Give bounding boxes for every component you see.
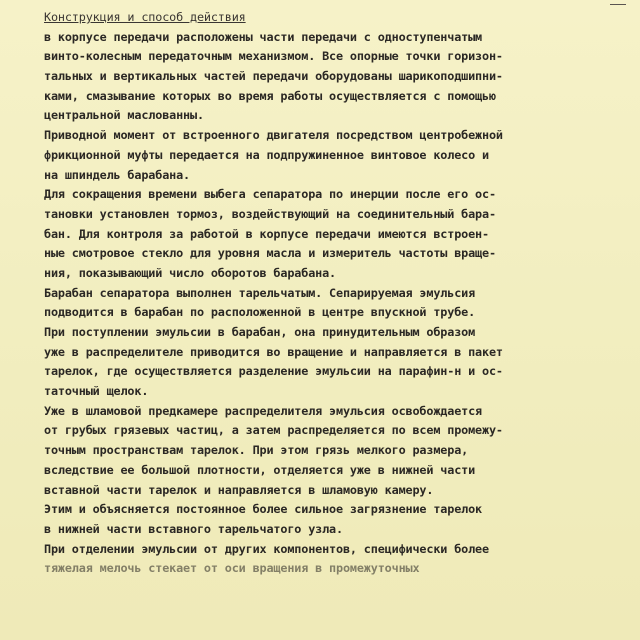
text-line: винто-колесным передаточным механизмом. Все опорные точки горизон- (44, 49, 503, 64)
text-line: тарелок, где осуществляется разделение эмульсии на парафин-н и ос- (44, 364, 503, 379)
text-line: фрикционной муфты передается на подпружиненное винтовое колесо и (44, 147, 489, 162)
text-line: Приводной момент от встроенного двигателя посредством центробежной (44, 128, 503, 143)
text-line: вследствие ее большой плотности, отделяется уже в нижней части (44, 462, 476, 477)
text-line: на шпиндель барабана. (44, 167, 190, 182)
text-line: точным пространствам тарелок. При этом грязь мелкого размера, (44, 443, 469, 458)
text-line: Барабан сепаратора выполнен тарельчатым. Сепарируемая эмульсия (44, 285, 476, 300)
text-line: в нижней части вставного тарельчатого узла. (44, 521, 343, 536)
section-heading: Конструкция и способ действия (44, 10, 246, 24)
text-line: подводится в барабан по расположенной в центре впускной трубе. (44, 305, 476, 320)
text-line: При поступлении эмульсии в барабан, она принудительным образом (44, 325, 476, 339)
text-line: При отделении эмульсии от других компонентов, специфически более (44, 541, 489, 556)
text-line: уже в распределителе приводится во вращение и направляется в пакет (44, 344, 503, 359)
text-line: тальных и вертикальных частей передачи оборудованы шарикоподшипни- (44, 69, 503, 84)
text-line: Уже в шламовой предкамере распределителя эмульсия освобождается (44, 403, 482, 418)
text-line: Для сокращения времени выбега сепаратора по инерции после его ос- (44, 187, 496, 202)
text-line: Этим и объясняется постоянное более сильное загрязнение тарелок (44, 502, 482, 517)
page-edge-mark (610, 0, 626, 5)
text-line: бан. Для контроля за работой в корпусе передачи имеются встроен- (44, 226, 489, 241)
text-line: ные смотровое стекло для уровня масла и измеритель частоты враще- (44, 246, 496, 261)
text-line: ния, показывающий число оборотов барабана. (44, 265, 336, 280)
document-body (44, 8, 634, 579)
text-line: центральной маслованны. (44, 108, 204, 123)
text-line: тановки установлен тормоз, воздействующий на соединительный бара- (44, 206, 496, 221)
text-line: вставной части тарелок и направляется в шламовую камеру. (44, 482, 434, 497)
text-line: от грубых грязевых частиц, а затем распределяется по всем промежу- (44, 423, 503, 438)
text-line: таточный щелок. (44, 384, 149, 399)
text-line: тяжелая мелочь стекает от оси вращения в промежуточных (44, 561, 420, 576)
text-line: ками, смазывание которых во время работы осуществляется с помощью (44, 88, 496, 103)
text-line: в корпусе передачи расположены части передачи с одноступенчатым (44, 29, 482, 44)
